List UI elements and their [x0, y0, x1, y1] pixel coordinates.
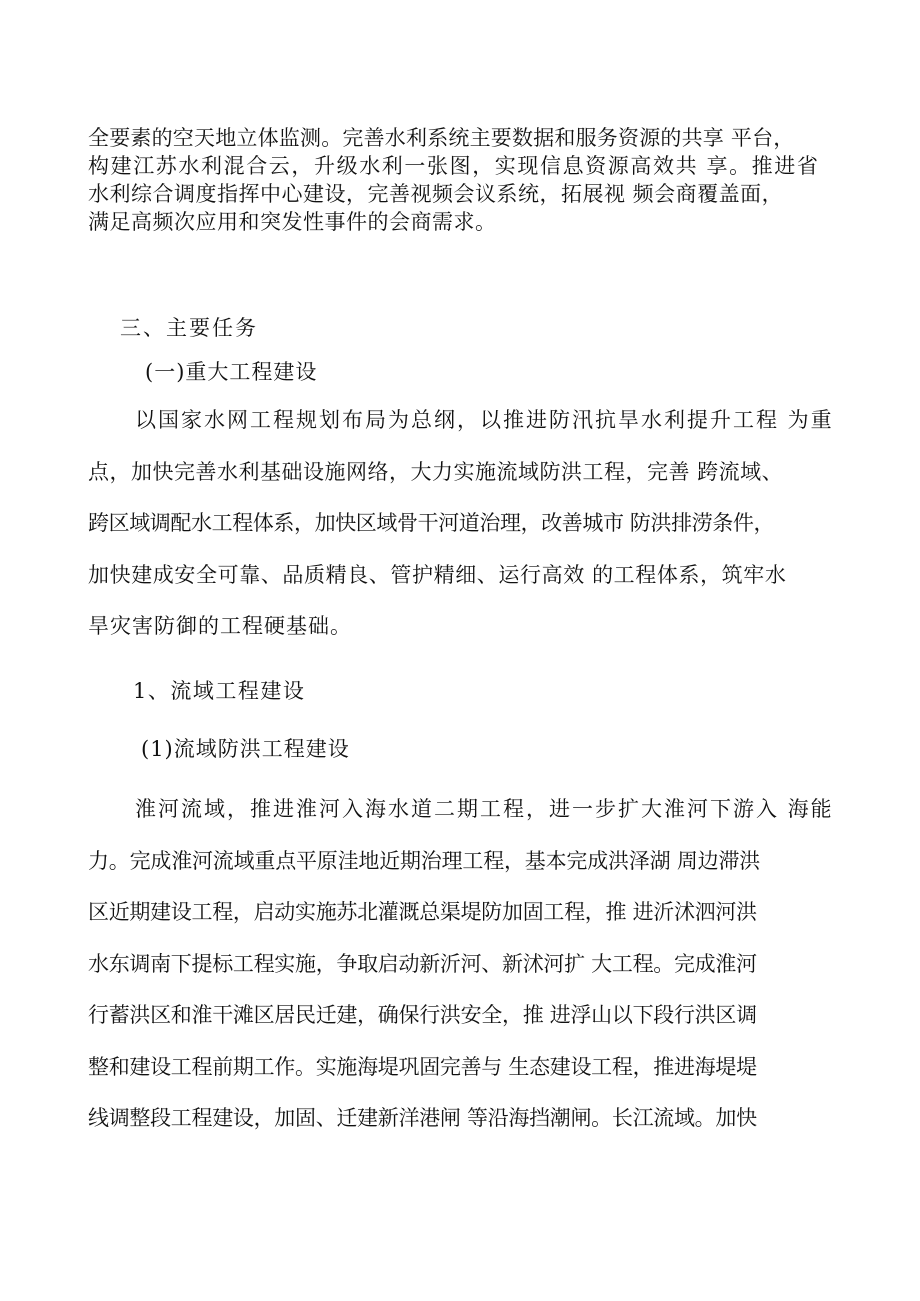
item-title: 1、流域工程建设: [133, 679, 306, 703]
intro-paragraph: [88, 124, 840, 236]
intro-line: 满足高频次应用和突发性事件的会商需求。: [88, 210, 497, 234]
section-title: 三、主要任务: [120, 316, 258, 340]
paragraph-line: 点，加快完善水利基础设施网络，大力实施流域防洪工程，完善 跨流域、: [88, 459, 784, 484]
paragraph-line: 跨区域调配水工程体系，加快区域骨干河道治理，改善城市 防洪排涝条件，: [88, 511, 775, 535]
paragraph-line: 区近期建设工程，启动实施苏北灌溉总渠堤防加固工程，推 进沂沭泗河洪: [88, 900, 757, 924]
subitem-paragraph: [88, 784, 840, 1145]
intro-line: 全要素的空天地立体监测。完善水利系统主要数据和服务资源的共享 平台，: [88, 126, 795, 150]
intro-line: 水利综合调度指挥中心建设，完善视频会议系统，拓展视 频会商覆盖面，: [88, 182, 784, 206]
paragraph-line: 力。完成淮河流域重点平原洼地近期治理工程，基本完成洪泽湖 周边滞洪: [88, 848, 761, 873]
paragraph-line: 行蓄洪区和淮干滩区居民迁建，确保行洪安全，推 进浮山以下段行洪区调: [88, 1003, 757, 1027]
paragraph-line: 旱灾害防御的工程硬基础。: [88, 614, 352, 638]
paragraph-line: 水东调南下提标工程实施，争取启动新沂河、新沭河扩 大工程。完成淮河: [88, 951, 757, 976]
paragraph-line: 整和建设工程前期工作。实施海堤巩固完善与 生态建设工程，推进海堤堤: [88, 1054, 757, 1079]
intro-line: 构建江苏水利混合云，升级水利一张图，实现信息资源高效共 享。推进省: [88, 154, 820, 178]
paragraph-line: 加快建成安全可靠、品质精良、管护精细、运行高效 的工程体系，筑牢水: [88, 562, 787, 587]
subitem-title: (1)流域防洪工程建设: [141, 737, 350, 761]
subsection-title: (一)重大工程建设: [145, 360, 318, 384]
subsection-paragraph: [88, 395, 840, 653]
paragraph-line: 线调整段工程建设，加固、迁建新洋港闸 等沿海挡潮闸。长江流域。加快: [88, 1106, 757, 1130]
paragraph-line: 以国家水网工程规划布局为总纲，以推进防汛抗旱水利提升工程 为重: [135, 408, 834, 432]
paragraph-line: 淮河流域，推进淮河入海水道二期工程，进一步扩大淮河下游入 海能: [135, 797, 834, 821]
